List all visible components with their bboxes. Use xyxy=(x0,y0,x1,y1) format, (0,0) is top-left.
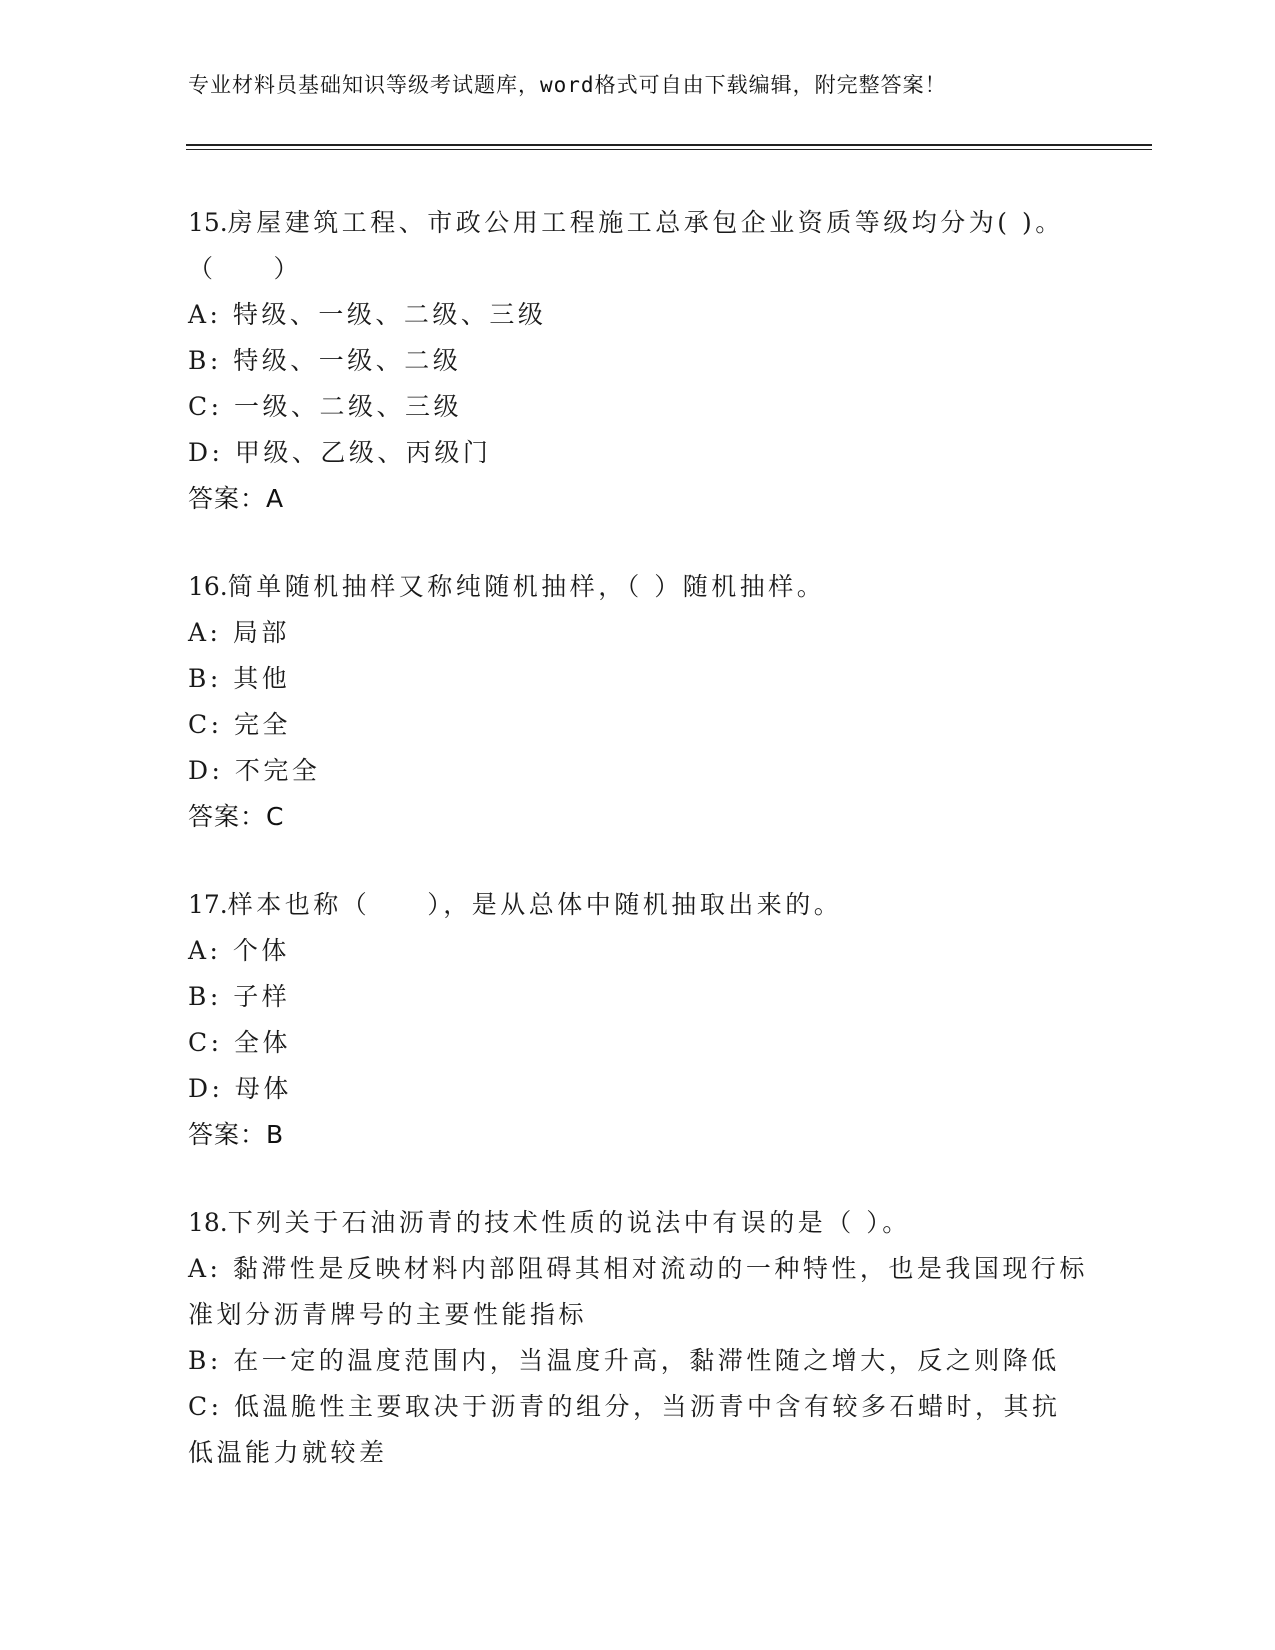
question-17 xyxy=(188,882,1088,1158)
answer-line: 答案：C xyxy=(188,802,285,831)
question-text: 房屋建筑工程、市政公用工程施工总承包企业资质等级均分为( )。（ ） xyxy=(188,208,1064,283)
question-list xyxy=(188,200,1088,1518)
question-text: 样本也称（ ），是从总体中随机抽取出来的。 xyxy=(227,890,843,919)
question-text: 简单随机抽样又称纯随机抽样，（ ）随机抽样。 xyxy=(227,572,826,601)
option-b: B: 特级、一级、二级 xyxy=(188,346,462,375)
option-c: C: 低温脆性主要取决于沥青的组分，当沥青中含有较多石蜡时，其抗低温能力就较差 xyxy=(188,1392,1061,1467)
option-d: D: 母体 xyxy=(188,1074,292,1103)
question-number: 17. xyxy=(188,890,228,919)
option-c: C: 完全 xyxy=(188,710,291,739)
question-18 xyxy=(188,1200,1088,1476)
option-b: B: 其他 xyxy=(188,664,291,693)
option-c: C: 一级、二级、三级 xyxy=(188,392,462,421)
answer-line: 答案：B xyxy=(188,1120,285,1149)
option-b: B: 在一定的温度范围内，当温度升高，黏滞性随之增大，反之则降低 xyxy=(188,1346,1060,1375)
option-a: A: 个体 xyxy=(188,936,290,965)
question-number: 16. xyxy=(188,572,228,601)
option-a: A: 局部 xyxy=(188,618,290,647)
page-header: 专业材料员基础知识等级考试题库，word格式可自由下载编辑，附完整答案！ xyxy=(188,73,947,97)
question-text: 下列关于石油沥青的技术性质的说法中有误的是（ ）。 xyxy=(227,1208,911,1237)
header-divider xyxy=(186,144,1152,146)
question-stem xyxy=(188,200,1088,292)
option-d: D: 不完全 xyxy=(188,756,321,785)
option-d: D: 甲级、乙级、丙级门 xyxy=(188,438,492,467)
question-15 xyxy=(188,200,1088,522)
option-c: C: 全体 xyxy=(188,1028,291,1057)
answer-line: 答案：A xyxy=(188,484,285,513)
question-stem xyxy=(188,564,1088,610)
option-a: A: 黏滞性是反映材料内部阻碍其相对流动的一种特性，也是我国现行标准划分沥青牌号的主要性能指标 xyxy=(188,1254,1088,1329)
question-16 xyxy=(188,564,1088,840)
option-b: B: 子样 xyxy=(188,982,291,1011)
option-a: A: 特级、一级、二级、三级 xyxy=(188,300,547,329)
question-stem xyxy=(188,1200,1088,1246)
question-number: 15. xyxy=(188,208,228,237)
question-stem xyxy=(188,882,1088,928)
question-number: 18. xyxy=(188,1208,228,1237)
